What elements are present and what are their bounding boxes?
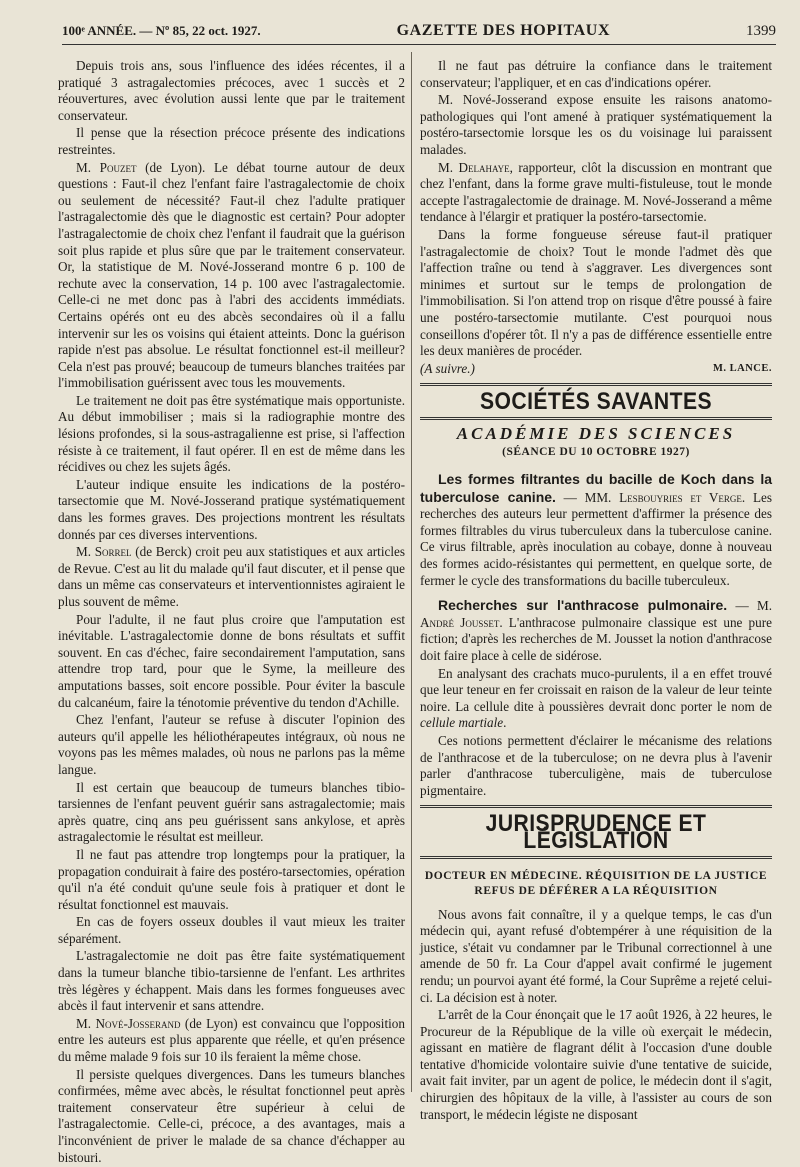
author-name: — M. André Jousset. bbox=[420, 598, 772, 630]
article-signature bbox=[420, 361, 772, 378]
divider bbox=[420, 856, 772, 859]
paragraph: Il persiste quelques divergences. Dans les tumeurs blanches confirmées, même avec abcès, le résultat fonctionnel peut après traitement conservateur être supérieur à celui de l'astragalectomie. Celle-ci, précoce, a des avantages, mais a l'inconvénient de priver le malade de sa chance d'échapper au bistouri. bbox=[58, 1066, 405, 1165]
paragraph: M. Sorrel (de Berck) croit peu aux statistiques et aux articles de Revue. C'est au lit du malade qu'il faut discuter, et il pense que dans un même cas conservateurs et interventionnistes agiraient le plus souvent de même. bbox=[58, 544, 406, 609]
to-be-continued: (A suivre.) bbox=[420, 360, 475, 376]
paragraph: Il pense que la résection précoce présente des indications restreintes. bbox=[58, 125, 405, 157]
paragraph: Ces notions permettent d'éclairer le mécanisme des relations de l'anthracose et de la tuberculose; on ne devra plus à l'avenir parler d'anthracose tuberculigène, mais de tuberculose pigmentaire. bbox=[420, 732, 772, 798]
paragraph: Il ne faut pas détruire la confiance dans le traitement conservateur; l'appliquer, et en cas d'indications opérer. bbox=[420, 58, 772, 90]
divider bbox=[420, 383, 772, 386]
article-title: DOCTEUR EN MÉDECINE. RÉQUISITION DE LA JUSTICE REFUS DE DÉFÉRER A LA RÉQUISITION bbox=[424, 869, 768, 897]
paragraph: Il est certain que beaucoup de tumeurs blanches tibio-tarsiennes de l'enfant peuvent guérir sans astragalectomie; mais après quatre, cinq ans peu guérissent sans ankylose, et après astragalectomie le résultat est meilleur. bbox=[58, 779, 405, 845]
section-heading: SOCIÉTÉS SAVANTES bbox=[479, 388, 713, 416]
paragraph: M. Nové-Josserand (de Lyon) est convaincu que l'opposition entre les auteurs est plus apparente que réelle, et qu'en présence du même malade 9 fois sur 10 ils feraient la même chose. bbox=[58, 1015, 405, 1065]
paragraph: Dans la forme fongueuse séreuse faut-il pratiquer l'astragalectomie de choix? Tout le monde l'admet dès que l'affection traîne ou tend à s'aggraver. Les divergences sont minimes et surtout sur le temps de prolongation de l'immobilisation. Si l'on attend trop on risque d'être poussé à faire une postéro-tarsectomie mutilante. C'est pourquoi nous conseillons d'opérer tôt. Il n'y a pas de différence essentielle entre les deux manières de procéder. bbox=[420, 226, 772, 359]
paragraph: Les formes filtrantes du bacille de Koch dans la tuberculose canine. — MM. Lesbouyries et Verge. Les recherches des auteurs leur permettent d'affirmer la présence des formes filtrables du virus tuberculeux dans la tuberculose canine. Ce virus filtrable, après inoculation au cobaye, donne à nouveau des formes acido-résistantes qui permettent, en quelque sorte, de fermer le cycle des transformations du bacille tuberculeux. bbox=[420, 471, 773, 588]
issue-info: 100ᵉ ANNÉE. — Nº 85, 22 oct. 1927. bbox=[62, 23, 261, 38]
paragraph: En analysant des crachats muco-purulents, il a en effet trouvé que leur teneur en fer croissait en raison de la valeur de leur teinte noire. La cellule dite à poussières devrait donc porter le nom de cellule martiale. bbox=[420, 665, 772, 731]
signature-author: M. LANCE. bbox=[712, 362, 772, 374]
author-name: — MM. Lesbouyries et Verge. bbox=[555, 489, 746, 505]
paragraph: M. Nové-Josserand expose ensuite les raisons anatomo-pathologiques qui l'ont amené à pratiquer systématiquement la postéro-tarsectomie lorsque les os du voisinage lui paraissent malades. bbox=[420, 92, 772, 157]
journal-title: GAZETTE DES HOPITAUX bbox=[396, 22, 611, 39]
section-heading: JURISPRUDENCE ET LÉGISLATION bbox=[485, 810, 707, 854]
paragraph: Pour l'adulte, il ne faut plus croire que l'amputation est inévitable. L'astragalectomie donne de bons résultats et suffit souvent. En cas d'échec, faire secondairement l'amputation, sans attendre trop tard, pour que le Syme, la meilleure des amputations basses, soit encore possible. Pour éviter la bascule du calcanéum, faire la ténotomie préventive du tendon d'Achille. bbox=[58, 611, 405, 710]
italic-term: cellule martiale bbox=[420, 715, 504, 731]
divider bbox=[420, 417, 772, 420]
paragraph: M. Pouzet (de Lyon). Le débat tourne autour de deux questions : Faut-il chez l'enfant faire l'astragalectomie de choix ou seulement de nécessité? Faut-il chez l'adulte pratiquer l'astragalectomie dès que le diagnostic est certain? Pour adopter l'astragalectomie de choix chez l'enfant il faudrait que la guérison soit plus rapide et plus sûre que par le traitement conservateur. Or, la statistique de M. Nové-Josserand montre 6 p. 100 de rechute avec la conservation, 14 p. 100 avec l'astragalectomie. Celle-ci ne met donc pas à l'abri des accidents immédiats. Certains opérés ont eu des abcès secondaires où il a fallu intervenir sur les os voisins qui étaient atteints. Donc la guérison rapide n'est pas absolue. Le résultat fonctionnel est-il meilleur? Cela n'est pas prouvé; beaucoup de tumeurs blanches traitées par l'immobilisation guérissent avec tous les mouvements. bbox=[58, 159, 405, 391]
paragraph: En cas de foyers osseux doubles il vaut mieux les traiter séparément. bbox=[58, 914, 405, 946]
author-name: M. Delahaye bbox=[438, 159, 510, 175]
session-date: (SÉANCE DU 10 OCTOBRE 1927) bbox=[502, 446, 690, 459]
paragraph: Recherches sur l'anthracose pulmonaire. — M. André Jousset. L'anthracose pulmonaire classique est une pure fiction; d'après les recherches de M. Jousset la notion d'anthracose doit faire place à celle de sidérose. bbox=[420, 597, 772, 663]
page-number: 1399 bbox=[746, 22, 776, 39]
article-title: Recherches sur l'anthracose pulmonaire. bbox=[438, 597, 728, 614]
divider bbox=[420, 805, 772, 808]
column-divider bbox=[411, 52, 412, 1092]
author-name: M. Pouzet bbox=[76, 159, 137, 175]
right-column bbox=[420, 58, 772, 1124]
paragraph: Depuis trois ans, sous l'influence des idées récentes, il a pratiqué 3 astragalectomies précoces, avec 1 succès et 2 réouvertures, avec évolution aussi lente que par le traitement conservateur. bbox=[58, 58, 405, 123]
left-column bbox=[58, 58, 405, 1167]
paragraph: M. Delahaye, rapporteur, clôt la discussion en montrant que chez l'enfant, dans la forme grave multi-fistuleuse, tout le monde accepte l'astragalectomie de drainage. M. Nové-Josserand a même tendance à l'élargir et pratiquer la postéro-tarsectomie. bbox=[420, 159, 772, 225]
subsection-heading: ACADÉMIE DES SCIENCES bbox=[456, 423, 736, 443]
author-name: M. Sorrel bbox=[76, 544, 132, 560]
paragraph: Chez l'enfant, l'auteur se refuse à discuter l'opinion des auteurs qu'il appelle les héliothérapeutes intégraux, où nous ne voyons pas les mêmes malades, où nous ne parlons pas la même langue. bbox=[58, 712, 405, 777]
paragraph: L'astragalectomie ne doit pas être faite systématiquement dans la tumeur blanche tibio-tarsienne de l'enfant. Les arthrites très légères y échappent. Mais dans les formes fongueuses avec abcès il faut intervenir et sans attendre. bbox=[58, 948, 405, 1014]
paragraph: Il ne faut pas attendre trop longtemps pour la pratiquer, la propagation conduirait à faire des postéro-tarsectomies, opération qu'il n'a été conduit qu'une seule fois à pratiquer et dont le résultat fonctionnel est mauvais. bbox=[58, 846, 405, 912]
paragraph: Nous avons fait connaître, il y a quelque temps, le cas d'un médecin qui, ayant refusé d'obtempérer à une réquisition de la justice, s'était vu condamner par le Tribunal correctionnel à une amende de 50 fr. La Cour d'appel avait confirmé le jugement rendu; un pourvoi ayant été formé, la Cour Suprême a rejeté celui-ci. La décision est à noter. bbox=[420, 906, 772, 1005]
paragraph: L'arrêt de la Cour énonçait que le 17 août 1926, à 22 heures, le Procureur de la République de la ville où exerçait le médecin, agissant en matière de flagrant délit à l'occasion d'une double tentative d'homicide volontaire suivie d'une tentative de suicide, avait fait inviter, par un agent de police, le médecin dont il s'agit, chirurgien des hôpitaux de la ville, à l'assister au cours de son transport, le médecin légiste ne disposant bbox=[420, 1007, 772, 1122]
author-name: M. Nové-Josserand bbox=[76, 1015, 181, 1031]
paragraph: L'auteur indique ensuite les indications de la postéro-tarsectomie que M. Nové-Josserand pratique systématiquement dans les formes graves. Des projections montrent les résultats donnés par ces diverses interventions. bbox=[58, 476, 405, 542]
article-title: Les formes filtrantes du bacille de Koch dans la tuberculose canine. bbox=[420, 471, 772, 505]
paragraph: Le traitement ne doit pas être systématique mais opportuniste. Au début immobiliser ; mais si la radiographie montre des lésions profondes, si la sous-astragalienne est prise, si l'affection résiste à ce traitement, il faut opérer. Il en est de même dans les récidives ou chez les sujets âgés. bbox=[58, 392, 405, 475]
page-header bbox=[62, 18, 776, 45]
